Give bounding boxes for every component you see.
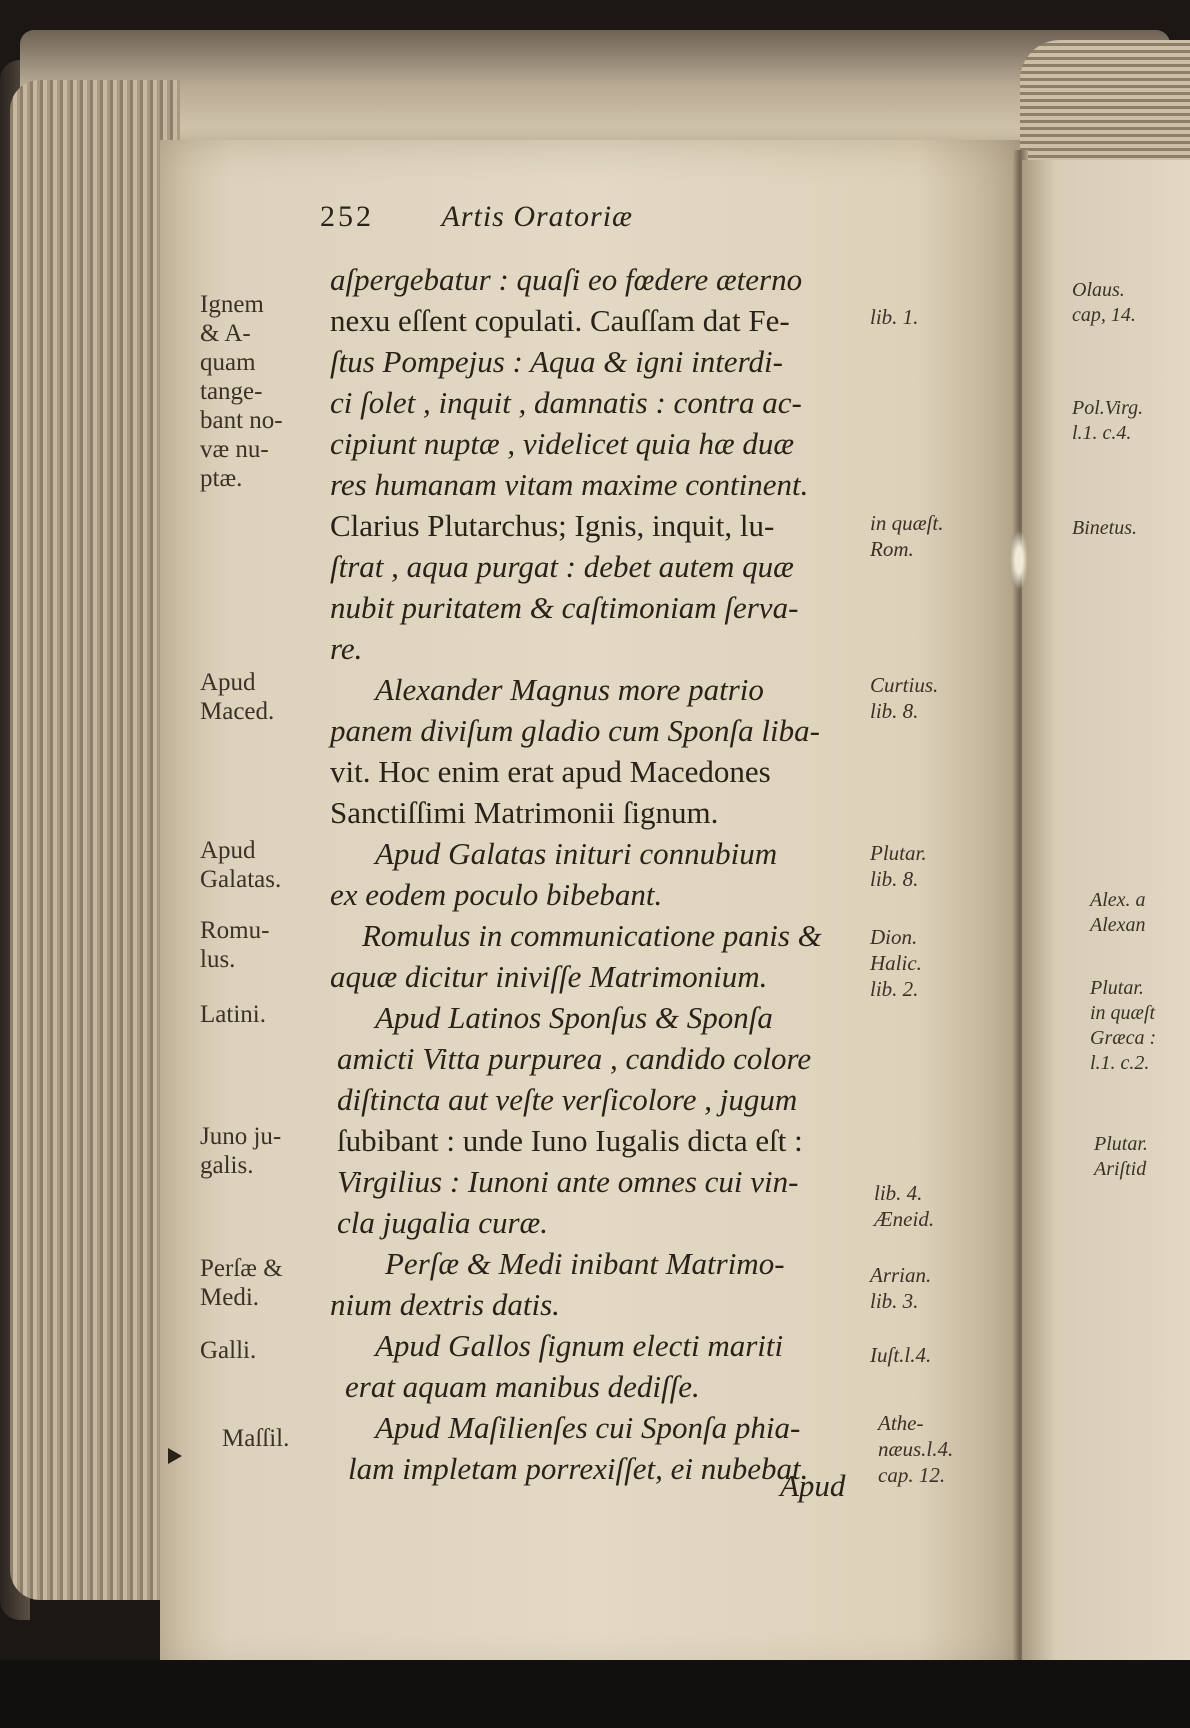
body-line: aſpergebatur : quaſi eo fœdere æterno: [330, 262, 803, 297]
body-line: erat aquam manibus dediſſe.: [345, 1369, 700, 1404]
facing-page-note: Binetus.: [1072, 517, 1137, 539]
body-line: cipiunt nuptæ , videlicet quia hæ duæ: [330, 426, 795, 461]
body-line: re.: [330, 631, 363, 666]
body-line: nexu eſſent copulati. Cauſſam dat Fe-: [330, 303, 790, 338]
left-margin-note: Ignem & A- quam tange- bant no- væ nu- ptæ.: [200, 291, 283, 492]
book-page-edges: [10, 80, 180, 1600]
right-margin-note: Dion. Halic. lib. 2.: [870, 925, 922, 1001]
left-margin-note: Apud Maced.: [200, 669, 275, 725]
facing-page-note: Olaus. cap, 14.: [1072, 279, 1136, 326]
body-line: ci ſolet , inquit , damnatis : contra ac-: [330, 385, 802, 420]
right-margin-note: in quæſt. Rom.: [870, 511, 944, 561]
body-line: aquæ dicitur iniviſſe Matrimonium.: [330, 959, 768, 994]
left-margin-note: Romu- lus.: [200, 917, 270, 973]
body-line: nium dextris datis.: [330, 1287, 560, 1322]
ink-mark: [168, 1448, 182, 1464]
body-line: Alexander Magnus more patrio: [375, 672, 764, 707]
body-line: amicti Vitta purpurea , candido colore: [337, 1041, 812, 1076]
background-bottom: [0, 1660, 1190, 1728]
body-line: vit. Hoc enim erat apud Macedones: [330, 754, 771, 789]
body-line: Perſæ & Medi inibant Matrimo-: [385, 1246, 785, 1281]
body-line: Apud Galatas inituri connubium: [375, 836, 778, 871]
body-line: Romulus in communicatione panis &: [362, 918, 822, 953]
left-margin-note: Perſæ & Medi.: [200, 1255, 283, 1311]
left-margin-note: Apud Galatas.: [200, 837, 282, 893]
facing-page-edges: [1020, 40, 1190, 165]
body-line: Apud Maſilienſes cui Sponſa phia-: [375, 1410, 801, 1445]
running-header: [320, 200, 633, 234]
facing-page-note: Pol.Virg. l.1. c.4.: [1072, 397, 1144, 444]
right-margin-note: Arrian. lib. 3.: [870, 1263, 932, 1313]
right-margin-note: Iuſt.l.4.: [870, 1343, 932, 1367]
body-line: nubit puritatem & caſtimoniam ſerva-: [330, 590, 799, 625]
catchword: Apud: [780, 1468, 846, 1503]
right-margin-note: Athe- næus.l.4. cap. 12.: [878, 1411, 954, 1487]
body-line: Apud Latinos Sponſus & Sponſa: [375, 1000, 773, 1035]
body-line: cla jugalia curæ.: [337, 1205, 548, 1240]
body-line: res humanam vitam maxime continent.: [330, 467, 809, 502]
body-line: Clarius Plutarchus; Ignis, inquit, lu-: [330, 508, 775, 543]
facing-page-note: Plutar. in quæſt Græca : l.1. c.2.: [1090, 977, 1157, 1074]
body-line: Apud Gallos ſignum electi mariti: [375, 1328, 784, 1363]
facing-page-note: Alex. a Alexan: [1090, 889, 1146, 936]
paper-tear: [1010, 530, 1028, 590]
body-line: diſtincta aut veſte verſicolore , jugum: [337, 1082, 798, 1117]
running-title: Artis Oratoriæ: [441, 200, 634, 233]
body-line: ſtus Pompejus : Aqua & igni interdi-: [330, 344, 783, 379]
right-margin-note: lib. 4. Æneid.: [874, 1181, 935, 1231]
body-line: Sanctiſſimi Matrimonii ſignum.: [330, 795, 719, 830]
left-margin-note: Latini.: [200, 1001, 266, 1028]
body-line: ſtrat , aqua purgat : debet autem quæ: [330, 549, 794, 584]
body-line: Virgilius : Iunoni ante omnes cui vin-: [337, 1164, 799, 1199]
body-line: ex eodem poculo bibebant.: [330, 877, 663, 912]
left-margin-note: Juno ju- galis.: [200, 1123, 282, 1179]
page-number: 252: [320, 200, 374, 233]
facing-page-note: Plutar. Ariſtid: [1094, 1133, 1148, 1180]
body-line: panem diviſum gladio cum Sponſa liba-: [330, 713, 820, 748]
body-line: lam impletam porrexiſſet, ei nubebat.: [348, 1451, 809, 1486]
right-margin-note: Curtius. lib. 8.: [870, 673, 939, 723]
right-margin-note: lib. 1.: [870, 305, 919, 329]
left-margin-note: Galli.: [200, 1337, 257, 1364]
left-margin-note: Maſſil.: [222, 1425, 290, 1452]
body-line: ſubibant : unde Iuno Iugalis dicta eſt :: [337, 1123, 803, 1158]
right-margin-note: Plutar. lib. 8.: [870, 841, 927, 891]
